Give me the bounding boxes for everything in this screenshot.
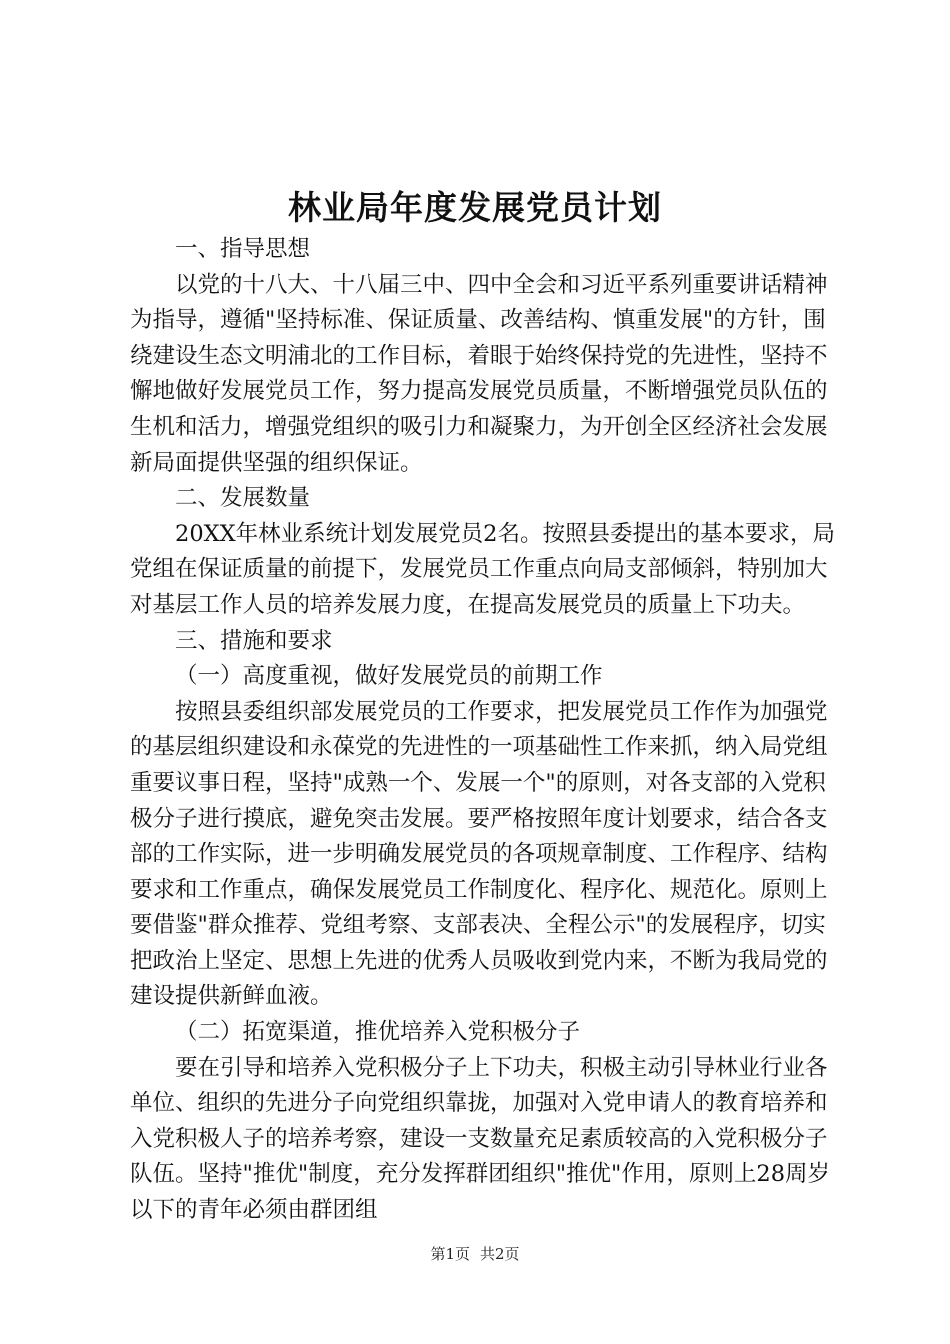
body-paragraph: 以党的十八大、十八届三中、四中全会和习近平系列重要讲话精神为指导，遵循"坚持标准、保证质量、改善结构、慎重发展"的方针，围绕建设生态文明浦北的工作目标，着眼于始终保持党的先进性，坚持不懈地做好发展党员工作，努力提高发展党员质量，不断增强党员队伍的生机和活力，增强党组织的吸引力和凝聚力，为开创全区经济社会发展新局面提供坚强的组织保证。 <box>130 271 828 476</box>
subsection-heading-one: （一）高度重视，做好发展党员的前期工作 <box>175 663 603 690</box>
body-paragraph: 按照县委组织部发展党员的工作要求，把发展党员工作作为加强党的基层组织建设和永葆党的先进性的一项基础性工作来抓，纳入局党组重要议事日程，坚持"成熟一个、发展一个"的原则，对各支部的入党积极分子进行摸底，避免突击发展。要严格按照年度计划要求，结合各支部的工作实际，进一步明确发展党员的各项规章制度、工作程序、结构要求和工作重点，确保发展党员工作制度化、程序化、规范化。原则上要借鉴"群众推荐、党组考察、支部表决、全程公示"的发展程序，切实把政治上坚定、思想上先进的优秀人员吸收到党内来，不断为我局党的建设提供新鲜血液。 <box>130 698 828 1010</box>
page-number-current: 第1页 <box>430 1245 470 1263</box>
page-footer <box>0 1244 950 1264</box>
body-paragraph: 要在引导和培养入党积极分子上下功夫，积极主动引导林业行业各单位、组织的先进分子向党组织靠拢，加强对入党申请人的教育培养和入党积极人子的培养考察，建设一支数量充足素质较高的入党积极分子队伍。坚持"推优"制度，充分发挥群团组织"推优"作用，原则上28周岁以下的青年必须由群团组 <box>130 1054 831 1224</box>
page-number-total: 共2页 <box>480 1245 520 1263</box>
section-heading-development-quantity: 二、发展数量 <box>175 485 311 512</box>
document-title: 林业局年度发展党员计划 <box>288 188 662 227</box>
section-heading-measures: 三、措施和要求 <box>175 627 333 654</box>
subsection-heading-two: （二）拓宽渠道，推优培养入党积极分子 <box>175 1019 581 1046</box>
document-body <box>130 232 838 1229</box>
body-paragraph: 20XX年林业系统计划发展党员2名。按照县委提出的基本要求，局党组在保证质量的前提下，发展党员工作重点向局支部倾斜，特别加大对基层工作人员的培养发展力度，在提高发展党员的质量上下功夫。 <box>130 520 835 618</box>
section-heading-guiding-ideology: 一、指导思想 <box>175 236 311 262</box>
